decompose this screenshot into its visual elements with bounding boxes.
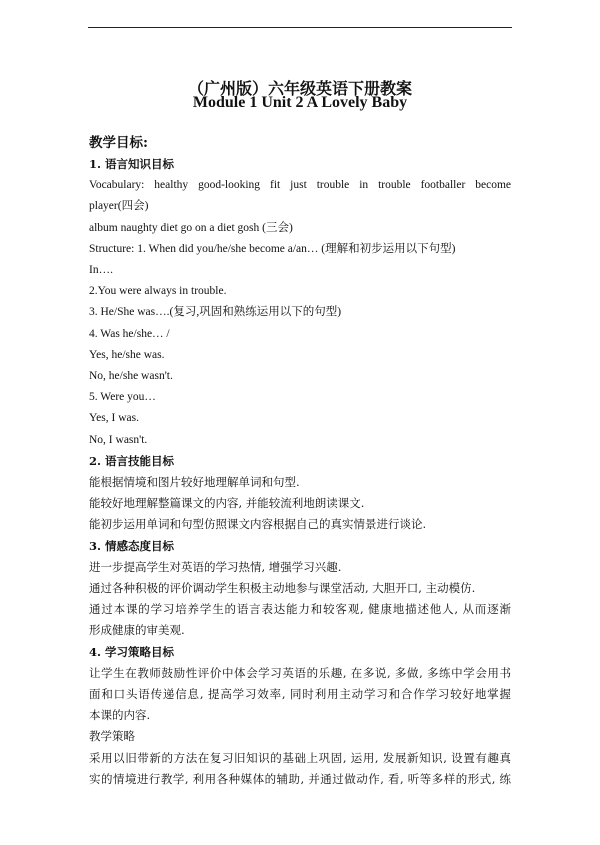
method-line: 实的情境进行教学, 利用各种媒体的辅助, 并通过做动作, 看, 听等多样的形式, 练	[89, 771, 511, 786]
attitude-line: 形成健康的审美观.	[89, 623, 185, 638]
structure-line: 5. Were you…	[89, 391, 156, 404]
attitude-line: 进一步提高学生对英语的学习热情, 增强学习兴趣.	[89, 559, 342, 574]
vocabulary-line: Vocabulary: healthy good-looking fit just trouble in trouble footballer become	[89, 179, 511, 192]
vocabulary-line: player(四会)	[89, 200, 149, 213]
structure-line: 3. He/She was….(复习,巩固和熟练运用以下的句型)	[89, 306, 342, 319]
section-heading-attitude: 3. 情感态度目标	[89, 538, 175, 553]
teaching-strategy-heading: 教学策略	[89, 729, 135, 744]
top-rule	[88, 27, 512, 28]
section-heading-knowledge: 1. 语言知识目标	[89, 157, 175, 171]
skill-line: 能初步运用单词和句型仿照课文内容根据自己的真实情景进行谈论.	[89, 517, 427, 532]
strategy-line: 让学生在教师鼓励性评价中体会学习英语的乐趣, 在多说, 多做, 多练中学会用书	[89, 665, 511, 680]
skill-line: 能较好地理解整篇课文的内容, 并能较流利地朗读课文.	[89, 496, 365, 511]
structure-line: 2.You were always in trouble.	[89, 285, 227, 298]
structure-line: No, he/she wasn't.	[89, 370, 173, 383]
structure-line: Yes, he/she was.	[89, 348, 165, 361]
objectives-heading: 教学目标:	[89, 135, 148, 151]
section-heading-strategy: 4. 学习策略目标	[89, 644, 175, 659]
section-heading-skills: 2. 语言技能目标	[89, 453, 175, 468]
attitude-line: 通过本课的学习培养学生的语言表达能力和较客观, 健康地描述他人, 从而逐渐	[89, 602, 511, 617]
structure-line: Yes, I was.	[89, 412, 139, 425]
document-title-english: Module 1 Unit 2 A Lovely Baby	[192, 94, 408, 111]
structure-line: No, I wasn't.	[89, 433, 148, 446]
structure-line: In….	[89, 264, 113, 277]
structure-line: 4. Was he/she… /	[89, 327, 170, 340]
structure-line: Structure: 1. When did you/he/she become a/an… (理解和初步运用以下句型)	[89, 242, 456, 255]
document-title-chinese: （广州版）六年级英语下册教案	[187, 79, 412, 98]
document-body	[89, 132, 511, 790]
attitude-line: 通过各种积极的评价调动学生积极主动地参与课堂活动, 大胆开口, 主动模仿.	[89, 581, 476, 596]
strategy-line: 本课的内容.	[89, 708, 151, 723]
method-line: 采用以旧带新的方法在复习旧知识的基础上巩固, 运用, 发展新知识, 设置有趣真	[89, 750, 511, 765]
vocabulary-line: album naughty diet go on a diet gosh (三会)	[89, 221, 293, 234]
strategy-line: 面和口头语传递信息, 提高学习效率, 同时利用主动学习和合作学习较好地掌握	[89, 687, 511, 702]
skill-line: 能根据情境和图片较好地理解单词和句型.	[89, 475, 300, 490]
